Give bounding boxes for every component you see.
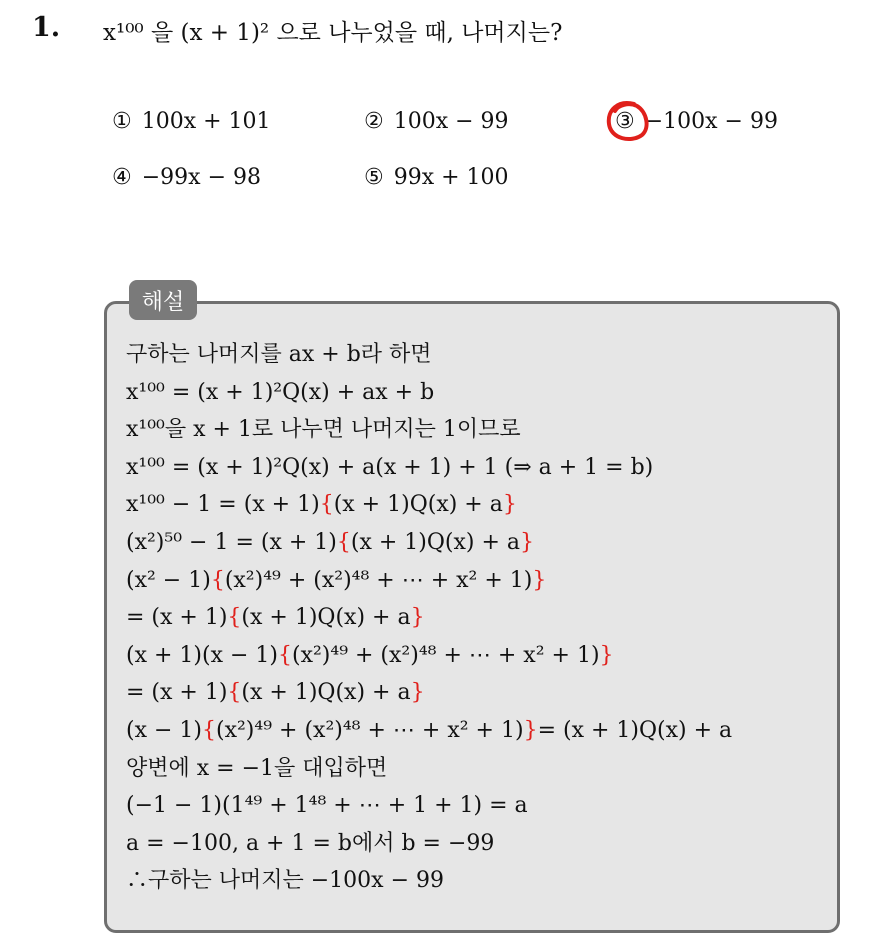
solution-brace: { [227, 605, 242, 631]
solution-brace: { [336, 529, 351, 555]
choice-5[interactable] [364, 165, 509, 190]
solution-line [126, 862, 836, 900]
solution-text: = (x + 1)Q(x) + a [537, 717, 733, 743]
solution-line [126, 486, 836, 524]
solution-text: (x − 1) [126, 717, 202, 743]
solution-brace: } [502, 492, 517, 518]
solution-line [126, 750, 836, 788]
solution-line [126, 712, 836, 750]
choice-2[interactable] [364, 109, 509, 134]
solution-text: x¹⁰⁰을 x + 1로 나누면 나머지는 1이므로 [126, 417, 521, 443]
question-number: 1. [32, 12, 61, 43]
solution-text: a = −100, a + 1 = b에서 b = −99 [126, 830, 495, 856]
solution-text: (x + 1)Q(x) + a [241, 605, 411, 631]
solution-brace: } [520, 529, 534, 555]
solution-text: (x²)⁵⁰ − 1 = (x + 1) [126, 529, 337, 555]
solution-line [126, 599, 836, 637]
solution-text: (x²)⁴⁹ + (x²)⁴⁸ + ⋯ + x² + 1) [224, 567, 533, 593]
solution-tab: 해설 [129, 280, 197, 320]
solution-text: (x²)⁴⁹ + (x²)⁴⁸ + ⋯ + x² + 1) [216, 717, 524, 743]
solution-line [126, 825, 836, 863]
solution-text: x¹⁰⁰ = (x + 1)²Q(x) + a(x + 1) + 1 (⇒ a + 1 = b) [126, 454, 654, 480]
solution-text: x¹⁰⁰ − 1 = (x + 1) [126, 492, 320, 518]
choice-2-number: ② [364, 109, 384, 134]
answer-mark-circle [604, 99, 650, 145]
solution-brace: { [227, 680, 242, 706]
solution-text: = (x + 1) [126, 605, 228, 631]
choice-4-text: −99x − 98 [141, 165, 261, 190]
choice-5-number: ⑤ [364, 165, 384, 190]
solution-line [126, 637, 836, 675]
solution-brace: } [410, 605, 425, 631]
solution-line [126, 787, 836, 825]
solution-brace: } [532, 567, 547, 593]
solution-line [126, 336, 836, 374]
choice-4[interactable] [112, 165, 261, 190]
choice-2-text: 100x − 99 [393, 109, 509, 134]
solution-text: (x + 1)Q(x) + a [241, 680, 411, 706]
solution-text: (x² − 1) [126, 567, 211, 593]
solution-line [126, 562, 836, 600]
choice-3-text: −100x − 99 [644, 109, 778, 134]
solution-lines [126, 336, 836, 900]
solution-line [126, 524, 836, 562]
solution-text: (x + 1)Q(x) + a [350, 529, 520, 555]
solution-line [126, 411, 836, 449]
solution-brace: } [599, 642, 614, 668]
solution-brace: { [319, 492, 334, 518]
choice-3-number: ③ [615, 109, 635, 134]
solution-text: x¹⁰⁰ = (x + 1)²Q(x) + ax + b [126, 379, 435, 405]
solution-text: 구하는 나머지를 ax + b라 하면 [126, 342, 432, 367]
choice-1[interactable] [112, 109, 271, 134]
choice-1-number: ① [112, 109, 132, 134]
solution-text: = (x + 1) [126, 680, 228, 706]
solution-text: ∴구하는 나머지는 −100x − 99 [126, 868, 444, 894]
choice-4-number: ④ [112, 165, 132, 190]
solution-line [126, 449, 836, 487]
choice-5-text: 99x + 100 [393, 165, 509, 190]
solution-text: (−1 − 1)(1⁴⁹ + 1⁴⁸ + ⋯ + 1 + 1) = a [126, 793, 528, 819]
solution-text: (x²)⁴⁹ + (x²)⁴⁸ + ⋯ + x² + 1) [291, 642, 600, 668]
choice-1-text: 100x + 101 [141, 109, 271, 134]
solution-text: (x + 1)Q(x) + a [333, 492, 503, 518]
solution-brace: { [202, 717, 216, 743]
solution-brace: { [210, 567, 225, 593]
question-text: x¹⁰⁰ 을 (x + 1)² 으로 나누었을 때, 나머지는? [103, 20, 563, 46]
solution-line [126, 374, 836, 412]
solution-text: 양변에 x = −1을 대입하면 [126, 755, 388, 781]
solution-text: (x + 1)(x − 1) [126, 642, 278, 668]
solution-brace: } [410, 680, 425, 706]
solution-brace: } [523, 717, 538, 743]
solution-brace: { [277, 642, 292, 668]
solution-line [126, 674, 836, 712]
